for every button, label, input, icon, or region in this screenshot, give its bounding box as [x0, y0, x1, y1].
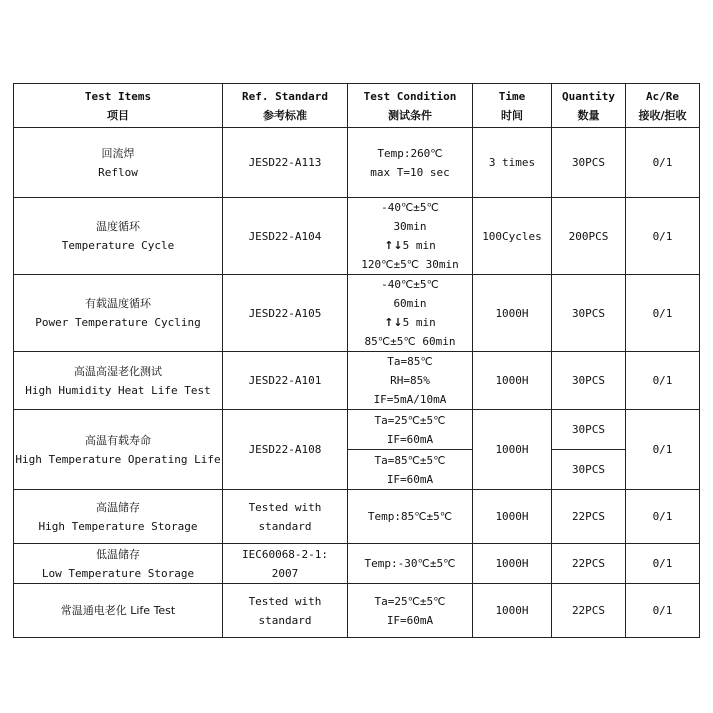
- time-value: 1000H: [473, 410, 552, 490]
- quantity-value: 200PCS: [552, 198, 626, 275]
- acre-value: 0/1: [626, 128, 700, 198]
- acre-value: 0/1: [626, 410, 700, 490]
- acre-value: 0/1: [626, 352, 700, 410]
- header-quantity: Quantity 数量: [552, 84, 626, 128]
- table-row-power-temperature-cycling: [14, 275, 700, 352]
- header-test-items: Test Items 项目: [14, 84, 223, 128]
- time-value: 3 times: [473, 128, 552, 198]
- quantity-value: 30PCS: [552, 450, 626, 490]
- acre-value: 0/1: [626, 275, 700, 352]
- test-item: 低温储存 Low Temperature Storage: [14, 544, 223, 584]
- header-time: Time 时间: [473, 84, 552, 128]
- ref-standard: IEC60068-2-1: 2007: [223, 544, 348, 584]
- table-row-high-temperature-storage: [14, 490, 700, 544]
- header-test-condition: Test Condition 测试条件: [348, 84, 473, 128]
- table-row-reflow: [14, 128, 700, 198]
- table-row-life-test: [14, 584, 700, 638]
- header-ref-standard: Ref. Standard 参考标准: [223, 84, 348, 128]
- test-condition: Ta=25℃±5℃ IF=60mA: [348, 410, 473, 450]
- acre-value: 0/1: [626, 198, 700, 275]
- quantity-value: 30PCS: [552, 352, 626, 410]
- test-item: 高温高湿老化测试 High Humidity Heat Life Test: [14, 352, 223, 410]
- quantity-value: 30PCS: [552, 275, 626, 352]
- test-item: 温度循环 Temperature Cycle: [14, 198, 223, 275]
- time-value: 1000H: [473, 544, 552, 584]
- time-value: 1000H: [473, 275, 552, 352]
- quantity-value: 30PCS: [552, 410, 626, 450]
- time-value: 1000H: [473, 584, 552, 638]
- test-condition: Ta=85℃±5℃ IF=60mA: [348, 450, 473, 490]
- test-condition: Ta=85℃ RH=85% IF=5mA/10mA: [348, 352, 473, 410]
- quantity-value: 30PCS: [552, 128, 626, 198]
- test-condition: Ta=25℃±5℃ IF=60mA: [348, 584, 473, 638]
- reliability-test-table: [13, 83, 700, 638]
- ref-standard: JESD22-A105: [223, 275, 348, 352]
- table-row-low-temperature-storage: [14, 544, 700, 584]
- test-item: 有载温度循环 Power Temperature Cycling: [14, 275, 223, 352]
- table-row-high-humidity: [14, 352, 700, 410]
- ref-standard: JESD22-A104: [223, 198, 348, 275]
- quantity-value: 22PCS: [552, 584, 626, 638]
- time-value: 1000H: [473, 352, 552, 410]
- up-down-arrow-icon: ↑↓: [384, 316, 403, 329]
- test-item: 回流焊 Reflow: [14, 128, 223, 198]
- quantity-value: 22PCS: [552, 544, 626, 584]
- acre-value: 0/1: [626, 584, 700, 638]
- header-ac-re: Ac/Re 接收/拒收: [626, 84, 700, 128]
- ref-standard: Tested with standard: [223, 584, 348, 638]
- table-row-temperature-cycle: [14, 198, 700, 275]
- ref-standard: Tested with standard: [223, 490, 348, 544]
- ref-standard: JESD22-A113: [223, 128, 348, 198]
- acre-value: 0/1: [626, 490, 700, 544]
- test-condition: Temp:260℃ max T=10 sec: [348, 128, 473, 198]
- quantity-value: 22PCS: [552, 490, 626, 544]
- test-item: 常温通电老化 Life Test: [14, 584, 223, 638]
- acre-value: 0/1: [626, 544, 700, 584]
- time-value: 100Cycles: [473, 198, 552, 275]
- test-condition: -40℃±5℃ 30min ↑↓5 min 120℃±5℃ 30min: [348, 198, 473, 275]
- test-item: 高温有载寿命 High Temperature Operating Life: [14, 410, 223, 490]
- test-item: 高温储存 High Temperature Storage: [14, 490, 223, 544]
- ref-standard: JESD22-A101: [223, 352, 348, 410]
- time-value: 1000H: [473, 490, 552, 544]
- test-condition: Temp:85℃±5℃: [348, 490, 473, 544]
- up-down-arrow-icon: ↑↓: [384, 239, 403, 252]
- test-condition: -40℃±5℃ 60min ↑↓5 min 85℃±5℃ 60min: [348, 275, 473, 352]
- table-row-htol-a: [14, 410, 700, 450]
- header-row: [14, 84, 700, 128]
- test-condition: Temp:-30℃±5℃: [348, 544, 473, 584]
- ref-standard: JESD22-A108: [223, 410, 348, 490]
